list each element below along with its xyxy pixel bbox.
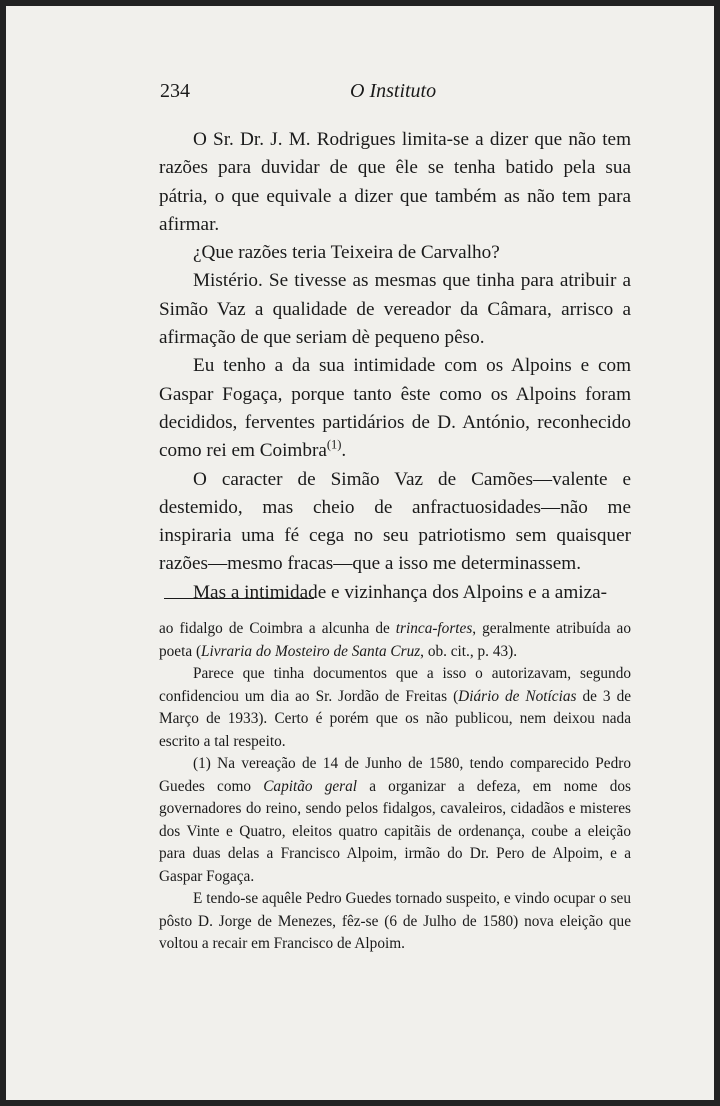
footnote: E tendo-se aquêle Pedro Guedes tornado suspeito, e vindo ocupar o seu pôsto D. Jorge de Menezes, fêz-se (6 de Julho de 1580) nova eleição que voltou a recair em Francisco de Alpoim.	[159, 890, 631, 952]
paragraph: Mas a intimidade e vizinhança dos Alpoins e a amiza-	[193, 581, 608, 603]
footnote: (1) Na vereação de 14 de Junho de 1580, tendo comparecido Pedro Guedes como Capitão geral a organizar a defeza, em nome dos governadores do reino, sendo pelos fidalgos, cavaleiros, cidadãos e misteres dos Vinte e Quatro, eleitos quatro capitãis de ordenança, coube a eleição para duas delas a Francisco Alpoim, irmão do Dr. Pero de Alpoim, e a Gaspar Fogaça.	[159, 755, 631, 885]
paragraph: Eu tenho a da sua intimidade com os Alpoins e com Gaspar Fogaça, porque tanto êste como os Alpoins foram decididos, ferventes partidários de D. António, reconhecido como rei em Coimbra$^{(1)}$.	[159, 355, 631, 462]
book-page	[6, 6, 714, 1100]
main-text	[159, 126, 631, 607]
footnote-separator	[164, 598, 314, 599]
footnote-ref: (1)	[326, 437, 342, 452]
page-header	[160, 76, 630, 106]
footnotes	[159, 618, 631, 956]
paragraph: ¿Que razões teria Teixeira de Carvalho?	[193, 242, 500, 264]
running-title: O Instituto	[350, 80, 437, 102]
paragraph: O caracter de Simão Vaz de Camões—valente e destemido, mas cheio de anfractuosidades—não me inspiraria uma fé cega no seu patriotismo sem quaisquer razões—mesmo fracas—que a isso me determinassem.	[159, 468, 631, 575]
paragraph: Mistério. Se tivesse as mesmas que tinha para atribuir a Simão Vaz a qualidade de vereador da Câmara, arrisco a afirmação de que seriam dè pequeno pêso.	[159, 270, 631, 349]
footnote: ao fidalgo de Coimbra a alcunha de trinca-fortes, geralmente atribuída ao poeta (Livraria do Mosteiro de Santa Cruz, ob. cit., p. 43).	[159, 620, 631, 660]
paragraph: O Sr. Dr. J. M. Rodrigues limita-se a dizer que não tem razões para duvidar de que êle se tenha batido pela sua pátria, o que equivale a dizer que também as não tem para afirmar.	[159, 129, 631, 235]
page-number: 234	[160, 80, 190, 102]
footnote: Parece que tinha documentos que a isso o autorizavam, segundo confidenciou um dia ao Sr. Jordão de Freitas (Diário de Notícias de 3 de Março de 1933). Certo é porém que os não publicou, nem deixou nada escrito a tal respeito.	[159, 665, 632, 750]
